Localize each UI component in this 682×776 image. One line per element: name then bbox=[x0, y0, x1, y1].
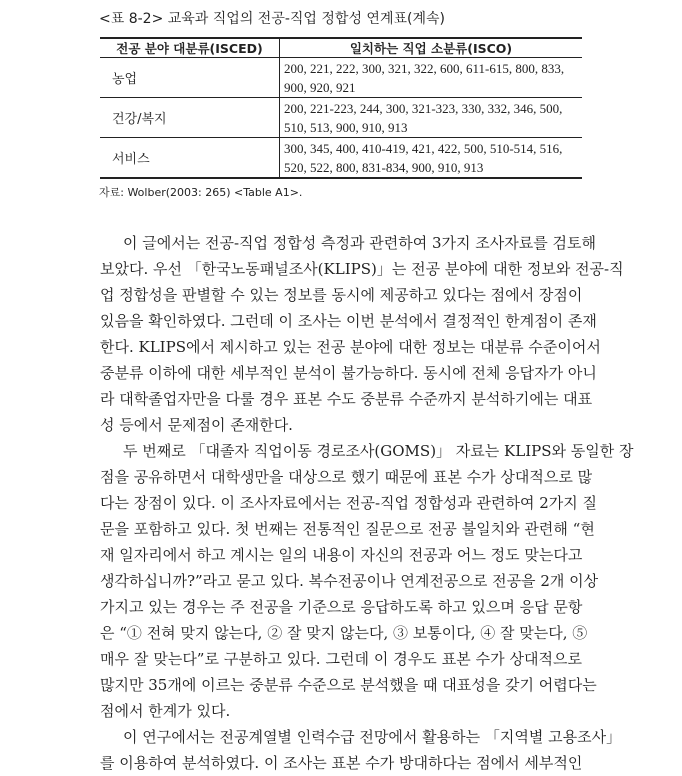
text-line: 은 “① 전혀 맞지 않는다, ② 잘 맞지 않는다, ③ 보통이다, ④ 잘 맞는다, ⑤ bbox=[100, 624, 588, 642]
text-line: 점을 공유하면서 대학생만을 대상으로 했기 때문에 표본 수가 상대적으로 많 bbox=[100, 468, 593, 486]
text-line: 많지만 35개에 이르는 중분류 수준으로 분석했을 때 대표성을 갖기 어렵다는 bbox=[100, 676, 597, 694]
codes-cell: 200, 221-223, 244, 300, 321-323, 330, 332, 346, 500, 510, 513, 900, 910, 913 bbox=[280, 98, 583, 138]
text-line: 두 번째로 「대졸자 직업이동 경로조사(GOMS)」 자료는 KLIPS와 동일한 장 bbox=[123, 442, 634, 460]
text-line: 이 글에서는 전공-직업 정합성 측정과 관련하여 3가지 조사자료를 검토해 bbox=[123, 234, 596, 252]
text-line: 다는 장점이 있다. 이 조사자료에서는 전공-직업 정합성과 관련하여 2가지 질 bbox=[100, 494, 597, 512]
table-source: 자료: Wolber(2003: 265) <Table A1>. bbox=[99, 186, 303, 199]
table-row bbox=[100, 98, 582, 138]
text-line: 성 등에서 문제점이 존재한다. bbox=[100, 416, 293, 434]
field-cell: 서비스 bbox=[100, 138, 280, 179]
codes-cell: 200, 221, 222, 300, 321, 322, 600, 611-615, 800, 833, 900, 920, 921 bbox=[280, 58, 583, 98]
table-caption: <표 8-2> 교육과 직업의 전공-직업 정합성 연계표(계속) bbox=[99, 11, 445, 27]
isced-isco-table bbox=[100, 37, 582, 179]
table-row bbox=[100, 58, 582, 98]
field-cell: 건강/복지 bbox=[100, 98, 280, 138]
text-line: 있음을 확인하였다. 그런데 이 조사는 이번 분석에서 결정적인 한계점이 존재 bbox=[100, 312, 597, 330]
codes-cell: 300, 345, 400, 410-419, 421, 422, 500, 510-514, 516, 520, 522, 800, 831-834, 900, 910, 913 bbox=[284, 140, 563, 175]
text-line: 문을 포함하고 있다. 첫 번째는 전통적인 질문으로 전공 불일치와 관련해 “현 bbox=[100, 520, 595, 538]
text-line: 를 이용하여 분석하였다. 이 조사는 표본 수가 방대하다는 점에서 세부적인 bbox=[100, 754, 583, 772]
header-isced: 전공 분야 대분류(ISCED) bbox=[100, 38, 280, 58]
table-header-row bbox=[100, 38, 582, 58]
table-row bbox=[100, 138, 582, 179]
text-line: 한다. KLIPS에서 제시하고 있는 전공 분야에 대한 정보는 대분류 수준이어서 bbox=[100, 338, 601, 356]
body-text bbox=[100, 230, 634, 776]
header-isco: 일치하는 직업 소분류(ISCO) bbox=[280, 38, 583, 58]
field-cell: 농업 bbox=[100, 58, 280, 98]
text-line: 생각하십니까?”라고 묻고 있다. 복수전공이나 연계전공으로 전공을 2개 이상 bbox=[100, 572, 599, 590]
text-line: 보았다. 우선 「한국노동패널조사(KLIPS)」는 전공 분야에 대한 정보와 전공-직 bbox=[100, 260, 624, 278]
text-line: 이 연구에서는 전공계열별 인력수급 전망에서 활용하는 「지역별 고용조사」 bbox=[123, 728, 622, 746]
text-line: 중분류 이하에 대한 세부적인 분석이 불가능하다. 동시에 전체 응답자가 아니 bbox=[100, 364, 597, 382]
text-line: 재 일자리에서 하고 계시는 일의 내용이 자신의 전공과 어느 정도 맞는다고 bbox=[100, 546, 583, 564]
text-line: 업 정합성을 판별할 수 있는 정보를 동시에 제공하고 있다는 점에서 장점이 bbox=[100, 286, 583, 304]
text-line: 매우 잘 맞는다”로 구분하고 있다. 그런데 이 경우도 표본 수가 상대적으로 bbox=[100, 650, 582, 668]
text-line: 점에서 한계가 있다. bbox=[100, 702, 231, 720]
text-line: 가지고 있는 경우는 주 전공을 기준으로 응답하도록 하고 있으며 응답 문항 bbox=[100, 598, 583, 616]
text-line: 라 대학졸업자만을 다룰 경우 표본 수도 중분류 수준까지 분석하기에는 대표 bbox=[100, 390, 593, 408]
